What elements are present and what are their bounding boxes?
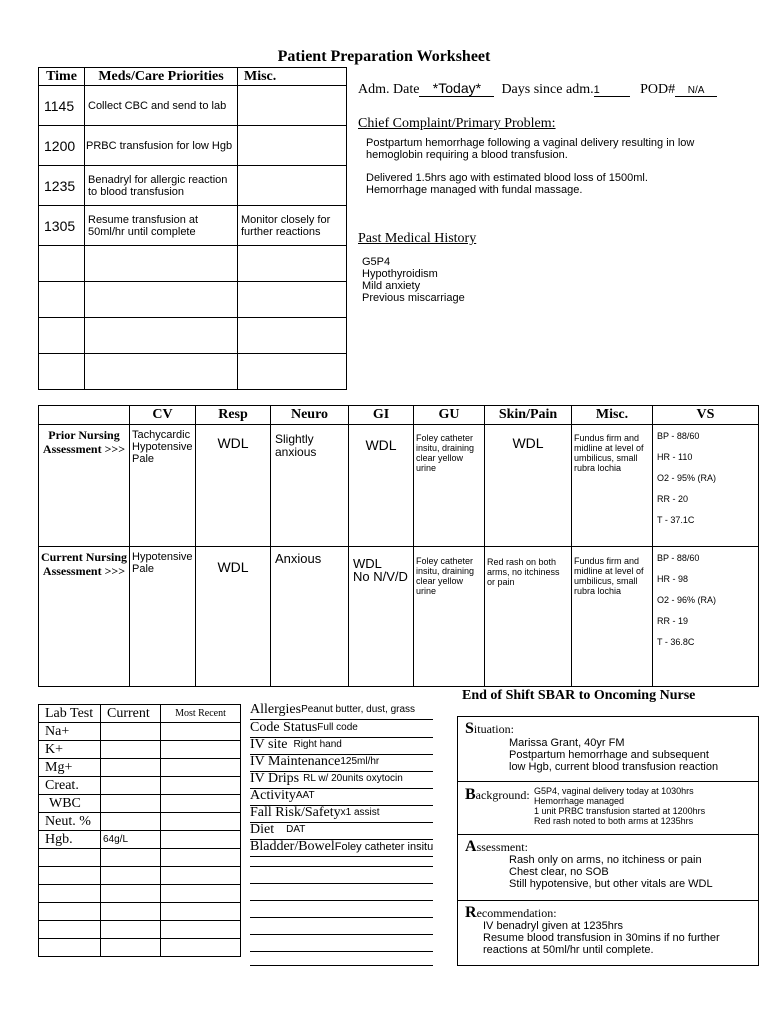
iv-drips-field	[250, 771, 433, 789]
sbar-recommendation	[458, 901, 758, 964]
current-gu: Foley catheter insitu, draining clear yellow urine	[414, 547, 485, 687]
allergies-field	[250, 702, 433, 720]
iv-site-field	[250, 737, 433, 755]
assess-header-gu: GU	[414, 406, 485, 425]
field-label: Diet	[250, 822, 275, 837]
prior-skin: WDL	[485, 425, 572, 547]
prior-misc: Fundus firm and midline at level of umbilicus, small rubra lochia	[572, 425, 653, 547]
fall-risk-field	[250, 805, 433, 823]
situation-text: Marissa Grant, 40yr FM Postpartum hemorrhage and subsequent low Hgb, current blood transfusion reaction	[509, 737, 719, 773]
assessment-text: Rash only on arms, no itchiness or pain Chest clear, no SOB Still hypotensive, but other vitals are WDL	[509, 854, 713, 890]
lab-header-test: Lab Test	[39, 705, 101, 723]
vital-sign: T - 37.1C	[657, 515, 695, 525]
nursing-assessment-table	[38, 405, 759, 687]
meds-care-table	[38, 67, 347, 390]
sbar-box	[457, 716, 759, 966]
assess-header-skin: Skin/Pain	[485, 406, 572, 425]
lab-test: Hgb.	[39, 831, 101, 849]
med-misc	[238, 86, 347, 126]
lab-test: Neut. %	[39, 813, 101, 831]
sbar-assessment	[458, 835, 758, 901]
vital-sign: T - 36.8C	[657, 637, 695, 647]
vital-sign: HR - 98	[657, 574, 689, 584]
field-value: Foley catheter insitu	[334, 841, 433, 853]
meds-header-care: Meds/Care Priorities	[85, 68, 238, 86]
table-row	[39, 126, 347, 166]
lab-test: Na+	[39, 723, 101, 741]
page-title: Patient Preparation Worksheet	[277, 48, 491, 65]
vital-sign: HR - 110	[657, 452, 693, 462]
vital-sign: RR - 20	[657, 494, 689, 504]
field-label: IV site	[250, 737, 288, 752]
lab-recent	[161, 777, 241, 795]
assess-header-resp: Resp	[196, 406, 271, 425]
adm-date-label: Adm. Date	[358, 82, 420, 97]
med-time: 1305	[39, 206, 85, 246]
lab-current: 64g/L	[101, 831, 161, 849]
prior-gi: WDL	[349, 425, 414, 547]
assess-header-neuro: Neuro	[271, 406, 349, 425]
sbar-background	[458, 782, 758, 835]
med-care: PRBC transfusion for low Hgb	[85, 126, 238, 166]
current-neuro: Anxious	[271, 547, 349, 687]
table-row	[39, 759, 241, 777]
field-label: Code Status	[250, 720, 318, 735]
assess-header-cv: CV	[130, 406, 196, 425]
lab-recent	[161, 741, 241, 759]
lab-test: K+	[39, 741, 101, 759]
table-row	[39, 813, 241, 831]
table-row	[39, 849, 241, 867]
lab-test: Mg+	[39, 759, 101, 777]
vital-sign: RR - 19	[657, 616, 689, 626]
vital-sign: BP - 88/60	[657, 553, 700, 563]
assess-header-misc: Misc.	[572, 406, 653, 425]
table-row	[39, 723, 241, 741]
diet-field	[250, 822, 433, 840]
table-row	[39, 354, 347, 390]
days-label: Days since adm.	[501, 82, 594, 97]
vital-sign: BP - 88/60	[657, 431, 700, 441]
lab-recent	[161, 813, 241, 831]
med-time: 1145	[39, 86, 85, 126]
lab-recent	[161, 795, 241, 813]
table-row	[39, 246, 347, 282]
assess-header-vs: VS	[653, 406, 759, 425]
med-care: Collect CBC and send to lab	[85, 86, 238, 126]
lab-recent	[161, 723, 241, 741]
assess-header-gi: GI	[349, 406, 414, 425]
chief-complaint-text: Postpartum hemorrhage following a vaginal delivery resulting in low hemoglobin requiring a blood transfusion.	[366, 137, 695, 161]
table-row	[39, 939, 241, 957]
lab-current	[101, 813, 161, 831]
iv-maintenance-field	[250, 754, 433, 772]
field-label: IV Maintenance	[250, 754, 341, 769]
table-row	[39, 166, 347, 206]
field-value: RL w/ 20units oxytocin	[303, 773, 403, 784]
table-row	[39, 206, 347, 246]
lab-current	[101, 795, 161, 813]
table-row	[39, 547, 759, 687]
history-heading: Past Medical History	[358, 231, 477, 246]
activity-field	[250, 788, 433, 806]
table-row	[39, 741, 241, 759]
field-value: DAT	[286, 824, 306, 835]
lab-test: WBC	[39, 795, 101, 813]
lab-recent	[161, 759, 241, 777]
table-row	[39, 867, 241, 885]
table-row	[39, 318, 347, 354]
background-label: Background:	[465, 786, 530, 803]
lab-header-current: Current	[101, 705, 161, 723]
table-row	[39, 795, 241, 813]
field-value: x1 assist	[340, 807, 380, 818]
table-row	[39, 903, 241, 921]
prior-assessment-label: Prior Nursing Assessment >>>	[39, 425, 130, 547]
prior-vitals	[653, 425, 759, 547]
prior-gu: Foley catheter insitu, draining clear yellow urine	[414, 425, 485, 547]
field-value: AAT	[295, 790, 315, 801]
lab-header-recent: Most Recent	[161, 705, 241, 723]
background-text: Hemorrhage managed 1 unit PRBC transfusion started at 1200hrs Red rash noted to both arms at 1235hrs	[534, 796, 706, 826]
field-label: Allergies	[250, 702, 302, 717]
med-misc	[238, 126, 347, 166]
field-value: Peanut butter, dust, grass	[301, 704, 416, 715]
current-gi: WDL No N/V/D	[349, 547, 414, 687]
prior-neuro: Slightly anxious	[271, 425, 349, 547]
sbar-situation	[458, 717, 758, 782]
table-row	[39, 921, 241, 939]
lab-recent	[161, 831, 241, 849]
situation-label: Situation:	[465, 720, 514, 737]
vital-sign: O2 - 96% (RA)	[657, 595, 717, 605]
sbar-title: End of Shift SBAR to Oncoming Nurse	[462, 688, 696, 703]
chief-complaint-delivery: Delivered 1.5hrs ago with estimated blood loss of 1500ml. Hemorrhage managed with fundal massage.	[366, 172, 648, 196]
current-skin: Red rash on both arms, no itchiness or pain	[485, 547, 572, 687]
lab-current	[101, 741, 161, 759]
table-row	[39, 282, 347, 318]
blank-line	[250, 965, 433, 966]
blank-line	[250, 900, 433, 901]
pod-label: POD#	[640, 82, 676, 97]
meds-header-time: Time	[39, 68, 85, 86]
table-row	[39, 86, 347, 126]
bladder-bowel-field	[250, 839, 433, 857]
lab-test: Creat.	[39, 777, 101, 795]
field-label: Activity	[250, 788, 296, 803]
lab-current	[101, 723, 161, 741]
current-vitals	[653, 547, 759, 687]
table-row	[39, 831, 241, 849]
med-time: 1200	[39, 126, 85, 166]
table-row	[39, 425, 759, 547]
blank-line	[250, 883, 433, 884]
med-time: 1235	[39, 166, 85, 206]
admission-line	[358, 80, 717, 98]
field-label: Fall Risk/Safety	[250, 805, 341, 820]
blank-line	[250, 934, 433, 935]
blank-line	[250, 951, 433, 952]
field-label: IV Drips	[250, 771, 300, 786]
pod-value: N/A	[675, 85, 717, 97]
assessment-label: Assessment:	[465, 838, 528, 855]
current-cv: Hypotensive Pale	[130, 547, 196, 687]
field-value: 125ml/hr	[340, 756, 380, 767]
lab-table	[38, 704, 241, 957]
lab-current	[101, 777, 161, 795]
med-misc: Monitor closely for further reactions	[238, 206, 347, 246]
current-misc: Fundus firm and midline at level of umbilicus, small rubra lochia	[572, 547, 653, 687]
field-value: Right hand	[293, 739, 342, 750]
med-care: Resume transfusion at 50ml/hr until complete	[85, 206, 238, 246]
table-row	[39, 777, 241, 795]
recommendation-label: Recommendation:	[465, 904, 557, 921]
field-value: Full code	[317, 722, 358, 733]
current-resp: WDL	[196, 547, 271, 687]
lab-current	[101, 759, 161, 777]
history-list: G5P4 Hypothyroidism Mild anxiety Previous miscarriage	[362, 256, 465, 304]
code-status-field	[250, 720, 433, 738]
blank-line	[250, 917, 433, 918]
prior-resp: WDL	[196, 425, 271, 547]
med-care: Benadryl for allergic reaction to blood transfusion	[85, 166, 238, 206]
table-row	[39, 885, 241, 903]
field-label: Bladder/Bowel	[250, 839, 335, 854]
adm-date-value: *Today*	[419, 80, 494, 97]
med-misc	[238, 166, 347, 206]
blank-line	[250, 866, 433, 867]
meds-header-misc: Misc.	[238, 68, 347, 86]
vital-sign: O2 - 95% (RA)	[657, 473, 717, 483]
prior-cv: Tachycardic Hypotensive Pale	[130, 425, 196, 547]
recommendation-text: IV benadryl given at 1235hrs Resume blood transfusion in 30mins if no further reactions at 50ml/hr until complete.	[483, 920, 720, 956]
chief-complaint-heading: Chief Complaint/Primary Problem:	[358, 116, 556, 131]
background-first: G5P4, vaginal delivery today at 1030hrs	[534, 786, 694, 796]
current-assessment-label: Current Nursing Assessment >>>	[39, 547, 130, 687]
days-value: 1	[594, 84, 630, 97]
